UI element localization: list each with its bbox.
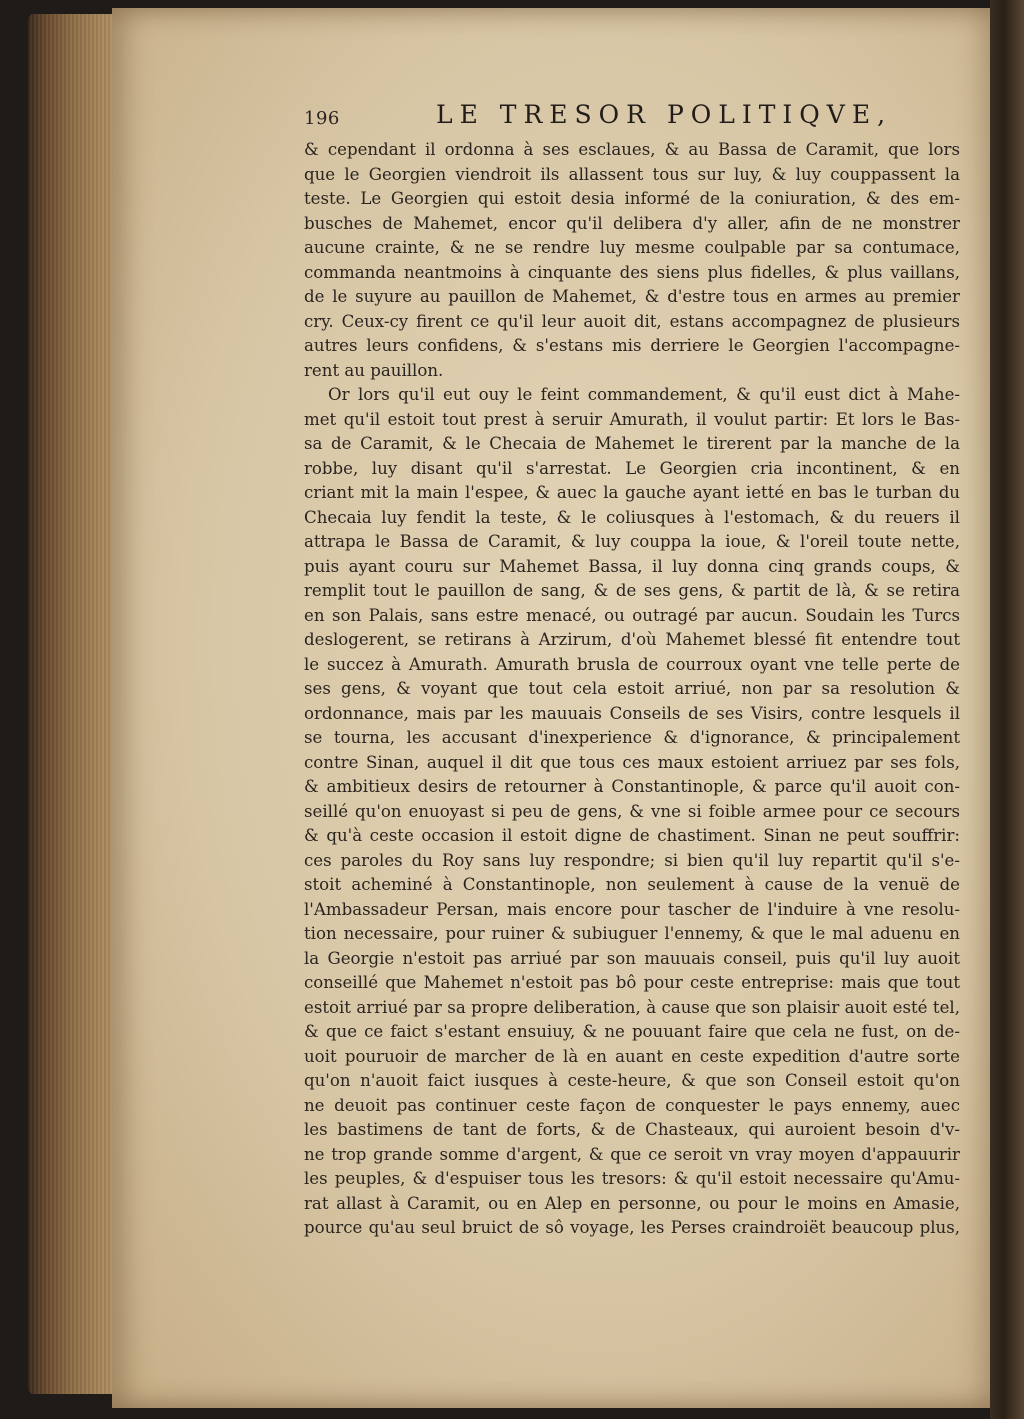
- text-line: puis ayant couru sur Mahemet Bassa, il luy donna cinq grands coups, &: [304, 556, 960, 576]
- text-line: pource qu'au seul bruict de sô voyage, les Perses craindroiët beaucoup plus,: [304, 1218, 960, 1237]
- text-line: remplit tout le pauillon de sang, & de ses gens, & partit de là, & se retira: [304, 581, 960, 600]
- text-line: autres leurs confidens, & s'estans mis derriere le Georgien l'accompagne-: [304, 336, 960, 355]
- text-line: ne deuoit pas continuer ceste façon de conquester le pays ennemy, auec: [304, 1095, 960, 1115]
- text-line: l'Ambassadeur Persan, mais encore pour tascher de l'induire à vne resolu-: [304, 899, 960, 919]
- text-line: de le suyure au pauillon de Mahemet, & d'estre tous en armes au premier: [304, 287, 960, 306]
- text-line: sa de Caramit, & le Checaia de Mahemet le tirerent par la manche de la: [304, 434, 960, 453]
- text-line: Checaia luy fendit la teste, & le coliusques à l'estomach, & du reuers il: [304, 507, 960, 527]
- text-line: rent au pauillon.: [304, 360, 444, 380]
- text-line: le succez à Amurath. Amurath brusla de courroux oyant vne telle perte de: [304, 654, 960, 674]
- text-line: Or lors qu'il eut ouy le feint commandement, & qu'il eust dict à Mahe-: [328, 385, 960, 404]
- body-text: [304, 138, 960, 1241]
- text-line: tion necessaire, pour ruiner & subiuguer l'ennemy, & que le mal aduenu en: [304, 924, 960, 943]
- page-number: 196: [304, 108, 340, 129]
- text-line: deslogerent, se retirans à Arzirum, d'où Mahemet blessé fit entendre tout: [304, 630, 960, 649]
- text-line: seillé qu'on enuoyast si peu de gens, & vne si foible armee pour ce secours: [304, 801, 960, 821]
- text-line: qu'on n'auoit faict iusques à ceste-heure, & que son Conseil estoit qu'on: [304, 1071, 960, 1090]
- text-line: met qu'il estoit tout prest à seruir Amurath, il voulut partir: Et lors le Bas-: [304, 409, 960, 429]
- text-line: uoit pouruoir de marcher de là en auant en ceste expedition d'autre sorte: [304, 1046, 960, 1066]
- text-line: criant mit la main l'espee, & auec la gauche ayant ietté en bas le turban du: [304, 483, 960, 502]
- text-line: & que ce faict s'estant ensuiuy, & ne pouuant faire que cela ne fust, on de-: [304, 1022, 960, 1041]
- text-line: stoit acheminé à Constantinople, non seulement à cause de la venuë de: [304, 875, 960, 894]
- text-line: robbe, luy disant qu'il s'arrestat. Le Georgien cria incontinent, & en: [304, 458, 960, 478]
- text-line: conseillé que Mahemet n'estoit pas bô pour ceste entreprise: mais que tout: [304, 973, 960, 992]
- text-line: teste. Le Georgien qui estoit desia informé de la coniuration, & des em-: [304, 189, 960, 208]
- text-line: rat allast à Caramit, ou en Alep en personne, ou pour le moins en Amasie,: [304, 1193, 960, 1213]
- text-line: ne trop grande somme d'argent, & que ce seroit vn vray moyen d'appauurir: [304, 1144, 960, 1164]
- text-line: commanda neantmoins à cinquante des siens plus fidelles, & plus vaillans,: [304, 262, 960, 282]
- text-line: attrapa le Bassa de Caramit, & luy couppa la ioue, & l'oreil toute nette,: [304, 532, 960, 551]
- text-line: busches de Mahemet, encor qu'il delibera d'y aller, afin de ne monstrer: [304, 213, 960, 233]
- text-line: en son Palais, sans estre menacé, ou outragé par aucun. Soudain les Turcs: [304, 605, 960, 625]
- text-line: estoit arriué par sa propre deliberation, à cause que son plaisir auoit esté tel,: [304, 997, 960, 1017]
- text-line: les peuples, & d'espuiser tous les tresors: & qu'il estoit necessaire qu'Amu-: [304, 1169, 960, 1188]
- text-line: que le Georgien viendroit ils allassent tous sur luy, & luy couppassent la: [304, 164, 960, 184]
- text-line: les bastimens de tant de forts, & de Chasteaux, qui auroient besoin d'v-: [304, 1120, 960, 1139]
- text-line: & cependant il ordonna à ses esclaues, & au Bassa de Caramit, que lors: [304, 140, 960, 159]
- text-line: & ambitieux desirs de retourner à Constantinople, & parce qu'il auoit con-: [304, 777, 960, 796]
- text-line: & qu'à ceste occasion il estoit digne de chastiment. Sinan ne peut souffrir:: [304, 826, 960, 845]
- page-header: [304, 100, 894, 134]
- text-line: ces paroles du Roy sans luy respondre; si bien qu'il luy repartit qu'il s'e-: [304, 850, 960, 870]
- text-line: cry. Ceux-cy firent ce qu'il leur auoit dit, estans accompagnez de plusieurs: [304, 311, 960, 331]
- text-line: aucune crainte, & ne se rendre luy mesme coulpable par sa contumace,: [304, 238, 960, 257]
- running-title: LE TRESOR POLITIQVE,: [436, 100, 893, 129]
- text-line: ordonnance, mais par les mauuais Conseils de ses Visirs, contre lesquels il: [304, 703, 960, 723]
- text-line: ses gens, & voyant que tout cela estoit arriué, non par sa resolution &: [304, 679, 960, 698]
- text-line: la Georgie n'estoit pas arriué par son mauuais conseil, puis qu'il luy auoit: [304, 948, 960, 968]
- book-gutter: [990, 0, 1024, 1419]
- text-line: contre Sinan, auquel il dit que tous ces maux estoient arriuez par ses fols,: [304, 752, 960, 772]
- text-line: se tourna, les accusant d'inexperience & d'ignorance, & principalement: [304, 728, 960, 747]
